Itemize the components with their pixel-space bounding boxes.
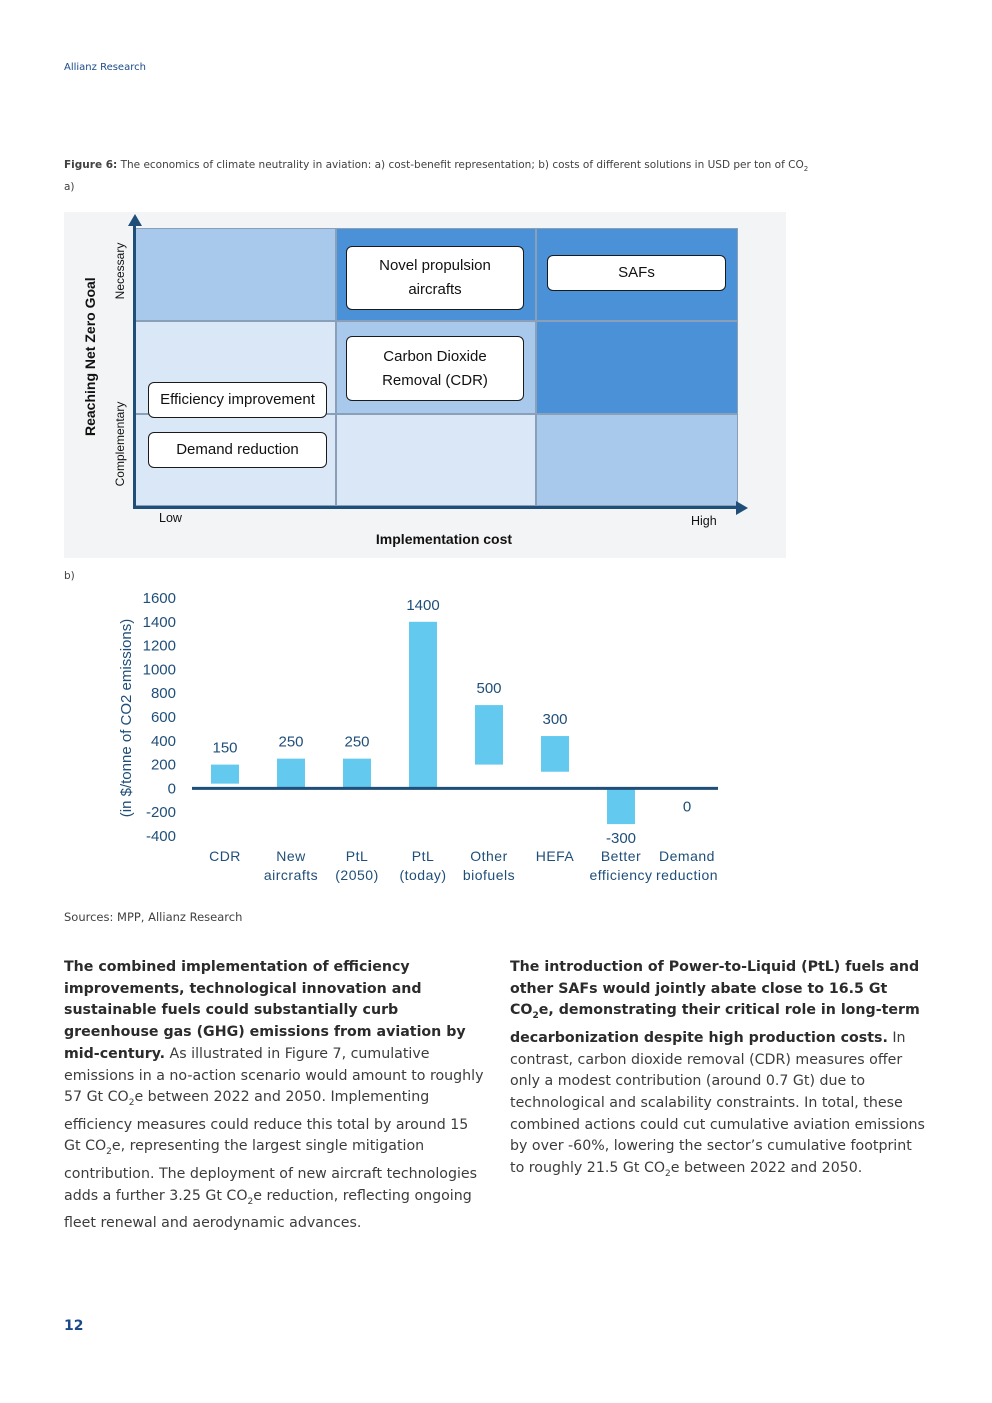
category-label: efficiency [589, 867, 653, 883]
x-label-high: High [691, 514, 717, 528]
category-label: New [276, 848, 306, 864]
y-tick-label: 0 [167, 780, 176, 798]
bar [211, 765, 239, 784]
left-p4: e reduction, reflecting ongoing fleet renewal and aerodynamic advances. [64, 1187, 472, 1232]
data-label: 300 [542, 711, 568, 729]
cell-mid-complementary [336, 414, 536, 506]
part-b-label: b) [64, 570, 75, 582]
x-axis-title: Implementation cost [375, 531, 513, 547]
y-axis-label: (in $/tonne of CO2 emissions) [118, 618, 135, 818]
category-label: HEFA [535, 848, 575, 864]
x-axis-line [133, 506, 737, 509]
cdr-line1: Carbon Dioxide [383, 347, 487, 365]
sub-2: 2 [532, 1011, 539, 1022]
y-axis-title: Reaching Net Zero Goal [82, 277, 98, 436]
y-axis-arrow-icon [127, 214, 143, 228]
sub-2: 2 [106, 1147, 112, 1158]
cell-high-complementary [536, 414, 738, 506]
novel-line1: Novel propulsion [379, 257, 491, 274]
novel-line2: aircrafts [408, 281, 462, 298]
left-lead: The combined implementation of efficiency improvements, technological innovation and sustainable fuels could substantially curb greenhouse gas (GHG) emissions from aviation by mid-century. [64, 959, 466, 1062]
y-tick-label: -200 [145, 804, 176, 822]
category-label: Other [470, 848, 508, 864]
right-p1: In contrast, carbon dioxide removal (CDR) measures offer only a modest contribution (around 0.7 Gt) due to technological and scalability constraints. In total, these combined actions could cut cumulative aviation emissions by over -60%, lowering the sector’s cumulative footprint to roughly 21.5 Gt CO [510, 1029, 925, 1177]
data-label: 250 [344, 733, 370, 751]
left-p1: As illustrated in Figure 7, cumulative emissions in a no-action scenario would amount to roughly 57 Gt CO [64, 1045, 484, 1106]
x-axis-arrow-icon [735, 500, 749, 516]
caption-subscript: 2 [803, 165, 809, 174]
x-label-low: Low [159, 511, 182, 525]
data-label: -300 [605, 830, 637, 848]
figure-label: Figure 6: [64, 159, 118, 171]
y-tick-label: 800 [150, 685, 176, 703]
category-label: reduction [655, 867, 719, 883]
bar [277, 759, 305, 789]
y-label-necessary: Necessary [113, 242, 127, 300]
right-lead-2: e, demonstrating their critical role in long-term decarbonization despite high production costs. [510, 1002, 920, 1046]
safs-label: SAFs [618, 264, 655, 281]
sub-2: 2 [665, 1168, 671, 1179]
y-tick-label: 1000 [142, 661, 176, 679]
box-demand [148, 432, 327, 468]
left-p2: e between 2022 and 2050. Implementing efficiency measures could reduce this total by around 15 Gt CO [64, 1089, 469, 1155]
data-label: 0 [682, 798, 692, 816]
y-tick-label: 1400 [142, 613, 176, 631]
bar [475, 705, 503, 765]
category-label: (2050) [335, 867, 379, 883]
category-label: aircrafts [263, 867, 319, 883]
category-label: PtL [411, 848, 435, 864]
category-label: Better [600, 848, 642, 864]
box-novel-propulsion [346, 246, 524, 310]
category-label: Demand [659, 848, 715, 864]
box-cdr [346, 336, 524, 401]
data-label: 150 [212, 739, 238, 757]
bar [541, 736, 569, 772]
cell-low-necessary [134, 228, 336, 321]
bar [343, 759, 371, 789]
figure-caption [64, 159, 924, 173]
category-label: (today) [399, 867, 447, 883]
y-label-complementary: Complementary [113, 401, 127, 487]
figure-caption-text: The economics of climate neutrality in aviation: a) cost-benefit representation; b) costs of different solutions in USD per ton of CO [117, 159, 804, 171]
y-tick-label: 400 [150, 732, 176, 750]
box-efficiency [148, 382, 327, 418]
right-column-text [510, 957, 930, 1186]
bar [607, 788, 635, 824]
y-axis-line [133, 222, 136, 508]
data-label: 250 [278, 733, 304, 751]
y-tick-label: 200 [150, 756, 176, 774]
cdr-line2: Removal (CDR) [382, 371, 488, 389]
left-p3: e, representing the largest single mitigation contribution. The deployment of new aircraft technologies adds a further 3.25 Gt CO [64, 1138, 478, 1204]
left-column-text [64, 957, 484, 1235]
sub-2: 2 [247, 1196, 254, 1207]
part-a-label: a) [64, 181, 75, 193]
sources-note: Sources: MPP, Allianz Research [64, 910, 243, 924]
y-tick-label: 1600 [142, 590, 176, 607]
cost-bar-chart [100, 580, 740, 890]
right-lead-1: The introduction of Power-to-Liquid (PtL) fuels and other SAFs would jointly abate close to 16.5 Gt CO [510, 959, 920, 1019]
right-p2: e between 2022 and 2050. [670, 1160, 863, 1177]
category-label: biofuels [462, 867, 516, 883]
box-safs [547, 255, 726, 291]
data-label: 500 [476, 680, 502, 698]
page-number: 12 [64, 1318, 84, 1334]
sub-2: 2 [128, 1098, 135, 1109]
demand-label: Demand reduction [176, 441, 299, 458]
cell-high-middle [536, 321, 738, 414]
report-brand: Allianz Research [64, 62, 146, 73]
bar [409, 622, 437, 789]
category-label: CDR [209, 848, 241, 864]
y-tick-label: 1200 [142, 637, 176, 655]
y-tick-label: 600 [150, 709, 176, 726]
category-label: PtL [345, 848, 369, 864]
efficiency-label: Efficiency improvement [160, 391, 315, 408]
data-label: 1400 [406, 596, 440, 614]
y-tick-label: -400 [145, 828, 176, 845]
